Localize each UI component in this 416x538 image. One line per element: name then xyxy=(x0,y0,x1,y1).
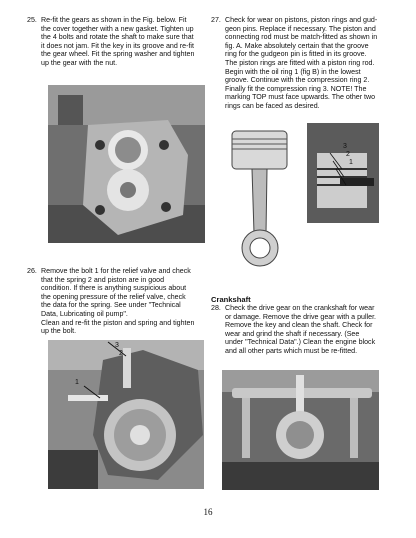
text-line: connecting rod must be match-fitted as shown in xyxy=(225,33,378,42)
text-line: groove. Continue with the compression ring 2. xyxy=(225,76,370,85)
text-line: up the bolt. xyxy=(41,327,77,336)
text-line: condition. If there is anything suspicious about xyxy=(41,284,187,293)
text-line: Check the drive gear on the crankshaft for wear xyxy=(225,304,375,312)
text-line: and all other parts which must be re-fitted. xyxy=(225,346,358,355)
oil-pump-gears-image xyxy=(48,85,205,243)
text-line: Data, Lubricating oil pump". xyxy=(41,309,128,318)
figure-label-3: 3 xyxy=(115,342,119,349)
step-number: 27. xyxy=(211,16,221,24)
text-line: The piston rings are fitted with a piston ring rod. xyxy=(225,58,375,67)
text-line: marking TOP must face upwards. The other two xyxy=(225,93,376,102)
text-line: up the gear with the nut. xyxy=(41,58,118,67)
figure-label-1: 1 xyxy=(75,379,79,386)
relief-valve-photo xyxy=(48,340,204,489)
text-line: fig. A. Make absolutely certain that the groove xyxy=(225,41,369,50)
text-line: ring for the gudgeon pin is fitted in its groove. xyxy=(225,50,367,59)
text-line: Remove the key and clean the shaft. Check for xyxy=(225,321,373,330)
text-line: or damage. Remove the drive gear with a puller. xyxy=(225,312,377,321)
text-line: the cover together with a new gasket. Tighten up xyxy=(41,24,194,33)
text-line: rings can be faced as desired. xyxy=(225,101,320,110)
piston-rod-image xyxy=(222,123,379,270)
text-line: Begin with the oil ring 1 (fig B) in the lowest xyxy=(225,67,361,76)
step-26 xyxy=(27,267,203,336)
text-line: it does not jam. Fit the key in its groove and re-fit xyxy=(41,41,194,50)
text-line: geon pins. Replace if necessary. The piston and xyxy=(225,24,376,33)
oil-pump-gears-photo xyxy=(48,85,205,243)
ring-label-3: 3 xyxy=(343,143,347,150)
crankshaft-puller-image xyxy=(222,370,379,490)
ring-label-1: 1 xyxy=(349,159,353,166)
crankshaft-puller-photo xyxy=(222,370,379,490)
page-number: 16 xyxy=(203,507,213,517)
text-line: the data for the spring. See under "Technical xyxy=(41,301,181,310)
ring-label-2: 2 xyxy=(346,151,350,158)
figure-label-2: 2 xyxy=(119,350,123,357)
text-line: wear and grind the shaft if necessary. (See xyxy=(225,329,360,338)
step-text xyxy=(41,16,203,68)
text-line: that the spring 2 and piston are in good xyxy=(41,275,165,284)
crankshaft-section xyxy=(211,295,387,356)
step-number: 28. xyxy=(211,304,221,312)
text-line: Check for wear on pistons, piston rings and gud- xyxy=(225,16,378,24)
text-line: the gear wheel. Fit the spring washer and tighten xyxy=(41,50,195,59)
text-line: under "Technical Data".) Clean the engine block xyxy=(225,338,376,347)
step-text xyxy=(41,267,203,336)
step-text xyxy=(225,304,387,356)
text-line: Clean and re-fit the piston and spring and tighten xyxy=(41,318,195,327)
text-line: the 4 bolts and rotate the shaft to make sure that xyxy=(41,33,194,42)
step-number: 25. xyxy=(27,16,37,24)
text-line: Remove the bolt 1 for the relief valve and check xyxy=(41,267,191,275)
text-line: Re-fit the gears as shown in the Fig. below. Fit xyxy=(41,16,187,24)
piston-rod-photo xyxy=(222,123,379,270)
crankshaft-heading: Crankshaft xyxy=(211,295,251,304)
text-line: Finally fit the compression ring 3. NOTE! The xyxy=(225,84,367,93)
step-number: 26. xyxy=(27,267,37,275)
text-line: the opening pressure of the relief valve, check xyxy=(41,292,186,301)
step-27 xyxy=(211,16,387,111)
step-text xyxy=(225,16,387,111)
step-25 xyxy=(27,16,203,68)
relief-valve-image xyxy=(48,340,204,489)
step-28 xyxy=(211,304,387,356)
